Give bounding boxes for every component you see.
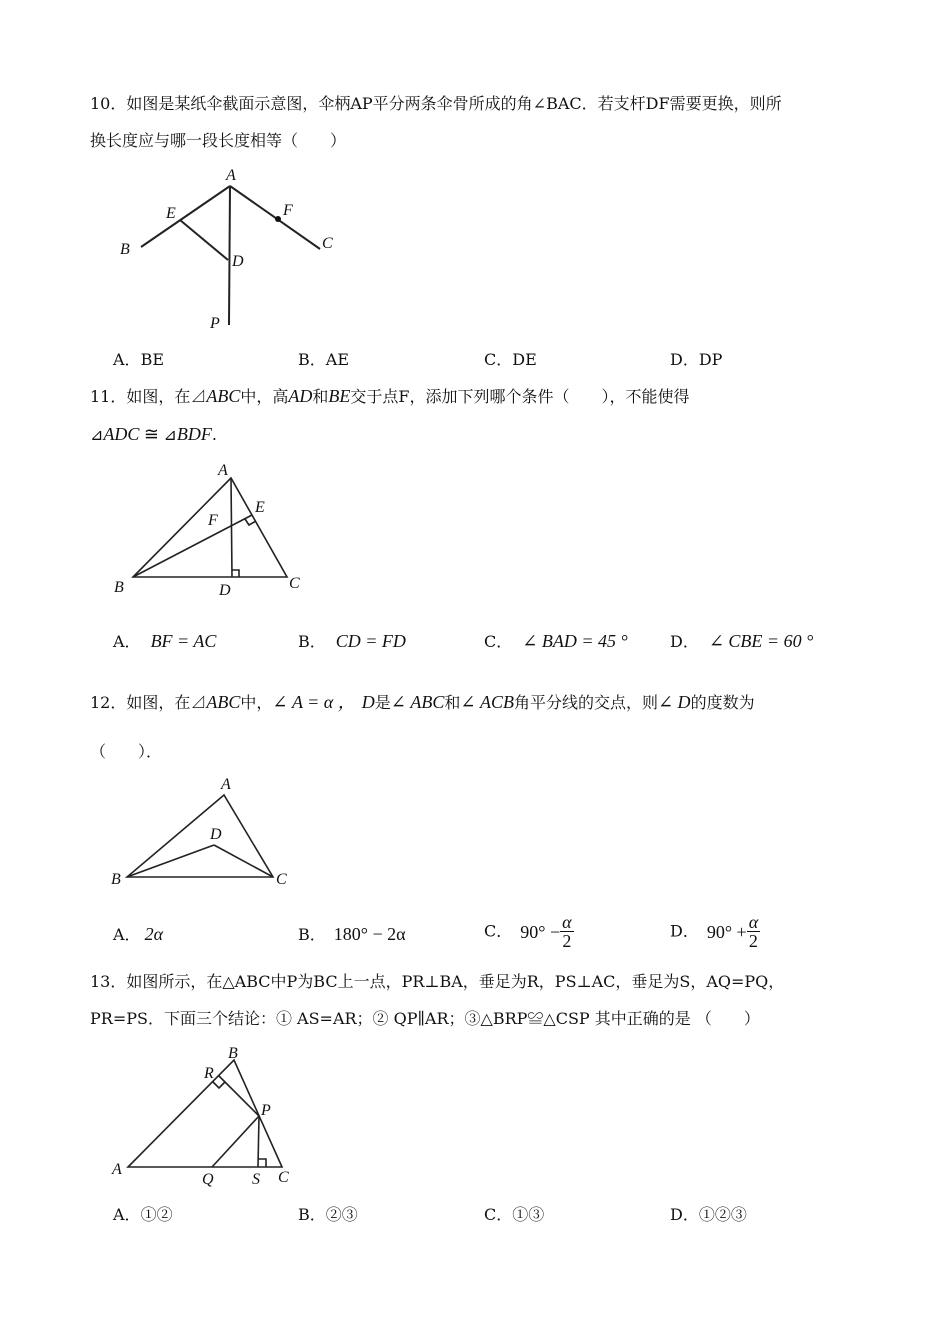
q10-option-c-text: DE bbox=[512, 350, 537, 369]
q13-label-c: C bbox=[278, 1169, 289, 1186]
q12-is: 是 bbox=[374, 693, 391, 712]
q13-label-r: R bbox=[204, 1065, 214, 1082]
q13-label-b: B bbox=[228, 1045, 238, 1062]
q12-option-c-numerator: α bbox=[562, 912, 572, 932]
q11-adc: ADC bbox=[103, 424, 140, 444]
q12-option-c-pre: 90° − bbox=[520, 921, 561, 942]
q11-triangle-symbol-3: ⊿ bbox=[163, 425, 177, 444]
q12-angle-abc: ∠ ABC bbox=[390, 692, 445, 712]
q12-angle-d: ∠ D bbox=[657, 692, 691, 712]
q11-ad: AD bbox=[288, 386, 313, 406]
q13-option-a-text: ①② bbox=[140, 1205, 173, 1224]
q12-angle-acb: ∠ ACB bbox=[460, 692, 514, 712]
q10-label-p: P bbox=[210, 315, 220, 332]
q11-option-a-letter: A． bbox=[113, 632, 141, 651]
q12-option-d-pre: 90° + bbox=[706, 921, 747, 942]
q12-option-a-letter: A． bbox=[113, 925, 141, 944]
q12-and: 和 bbox=[444, 693, 461, 712]
q11-rest: 交于点F，添加下列哪个条件（ ），不能使得 bbox=[350, 387, 690, 406]
q10-option-b-text: AE bbox=[325, 350, 349, 369]
q10-label-f: F bbox=[283, 202, 293, 219]
q13-option-c-letter: C． bbox=[484, 1205, 513, 1224]
q13-label-s: S bbox=[252, 1171, 260, 1188]
q13-option-c-text: ①③ bbox=[512, 1205, 545, 1224]
q12-triangle-symbol: ⊿ bbox=[190, 693, 207, 712]
q10-option-a-letter: A． bbox=[113, 350, 141, 369]
q12-d: D bbox=[361, 692, 375, 712]
q11-be: BE bbox=[328, 386, 351, 406]
q13-label-a: A bbox=[112, 1161, 122, 1178]
q12-label-b: B bbox=[111, 871, 121, 888]
q11-triangle-symbol: ⊿ bbox=[190, 387, 207, 406]
q12-option-a-text: 2α bbox=[144, 924, 164, 944]
q10-option-d-text: DP bbox=[698, 350, 723, 369]
q10-option-b-letter: B． bbox=[298, 350, 326, 369]
q10-label-e: E bbox=[166, 205, 176, 222]
q12-mid1: 中， bbox=[240, 693, 273, 712]
q12-stem-line2: （ ）． bbox=[90, 742, 163, 761]
q13-stem-line2: PR=PS．下面三个结论：① AS=AR；② QP∥AR；③△BRP≌△CSP 其中正确的是 （ ） bbox=[90, 1009, 760, 1028]
q11-option-d-text: ∠ CBE = 60 ° bbox=[708, 631, 814, 651]
q12-option-d-denominator: 2 bbox=[748, 931, 758, 951]
q11-abc: ABC bbox=[206, 386, 241, 406]
q11-prefix: 11．如图，在 bbox=[90, 387, 191, 406]
q10-option-d-letter: D． bbox=[670, 350, 699, 369]
q11-triangle-symbol-2: ⊿ bbox=[90, 425, 104, 444]
q12-option-c-denominator: 2 bbox=[562, 931, 572, 951]
q11-label-d: D bbox=[219, 582, 231, 599]
q11-congruent: ≅ bbox=[139, 424, 164, 444]
q13-option-b[interactable] bbox=[298, 1205, 358, 1225]
q13-stem-line1: 13．如图所示，在△ABC中P为BC上一点，PR⊥BA，垂足为R，PS⊥AC，垂足为S，AQ=PQ， bbox=[90, 972, 785, 991]
q12-angle-a: ∠ A = α ， bbox=[272, 692, 356, 712]
q10-option-c-letter: C． bbox=[484, 350, 513, 369]
q11-mid1: 中，高 bbox=[240, 387, 289, 406]
q10-stem-line2: 换长度应与哪一段长度相等（ ） bbox=[90, 131, 347, 150]
q11-and: 和 bbox=[312, 387, 329, 406]
q13-label-q: Q bbox=[202, 1171, 214, 1188]
q13-option-d-text: ①②③ bbox=[698, 1205, 747, 1224]
q10-option-a-text: BE bbox=[140, 350, 164, 369]
q10-label-a: A bbox=[226, 167, 236, 184]
q11-label-c: C bbox=[289, 575, 300, 592]
q11-option-a-text: BF = AC bbox=[150, 631, 217, 651]
q13-label-p: P bbox=[261, 1102, 271, 1119]
q12-option-d-letter: D． bbox=[670, 921, 699, 941]
q13-option-b-text: ②③ bbox=[325, 1205, 358, 1224]
q12-label-d: D bbox=[210, 826, 222, 843]
q13-option-d-letter: D． bbox=[670, 1205, 699, 1224]
q13-option-c[interactable] bbox=[484, 1205, 544, 1225]
q12-tail: 的度数为 bbox=[690, 693, 755, 712]
q12-rest: 角平分线的交点，则 bbox=[513, 693, 658, 712]
q11-label-f: F bbox=[208, 512, 218, 529]
q11-option-d-letter: D． bbox=[670, 632, 699, 651]
q12-label-c: C bbox=[276, 871, 287, 888]
q10-label-c: C bbox=[322, 235, 333, 252]
q10-stem-line1: 10．如图是某纸伞截面示意图，伞柄AP平分两条伞骨所成的角∠BAC．若支杆DF需要更换，则所 bbox=[90, 94, 782, 113]
q11-label-a: A bbox=[218, 462, 228, 479]
q12-label-a: A bbox=[221, 776, 231, 793]
q12-option-b-letter: B． bbox=[298, 925, 326, 944]
q11-option-b-text: CD = FD bbox=[335, 631, 406, 651]
q13-option-d[interactable] bbox=[670, 1205, 747, 1225]
q13-option-b-letter: B． bbox=[298, 1205, 326, 1224]
q11-bdf: BDF bbox=[176, 424, 212, 444]
q10-label-b: B bbox=[120, 241, 130, 258]
q13-option-a[interactable] bbox=[113, 1205, 173, 1225]
q11-label-e: E bbox=[255, 499, 265, 516]
q13-option-a-letter: A． bbox=[113, 1205, 141, 1224]
q10-label-d: D bbox=[232, 253, 244, 270]
q12-option-d-numerator: α bbox=[748, 912, 759, 932]
q11-period: . bbox=[211, 425, 217, 444]
q12-abc: ABC bbox=[206, 692, 241, 712]
q11-option-c-letter: C． bbox=[484, 632, 513, 651]
q12-option-c-letter: C． bbox=[484, 921, 513, 941]
q12-prefix: 12．如图，在 bbox=[90, 693, 191, 712]
q11-option-c-text: ∠ BAD = 45 ° bbox=[522, 631, 628, 651]
q12-option-b-text: 180° − 2α bbox=[333, 924, 406, 944]
q11-option-b-letter: B． bbox=[298, 632, 326, 651]
q11-label-b: B bbox=[114, 579, 124, 596]
